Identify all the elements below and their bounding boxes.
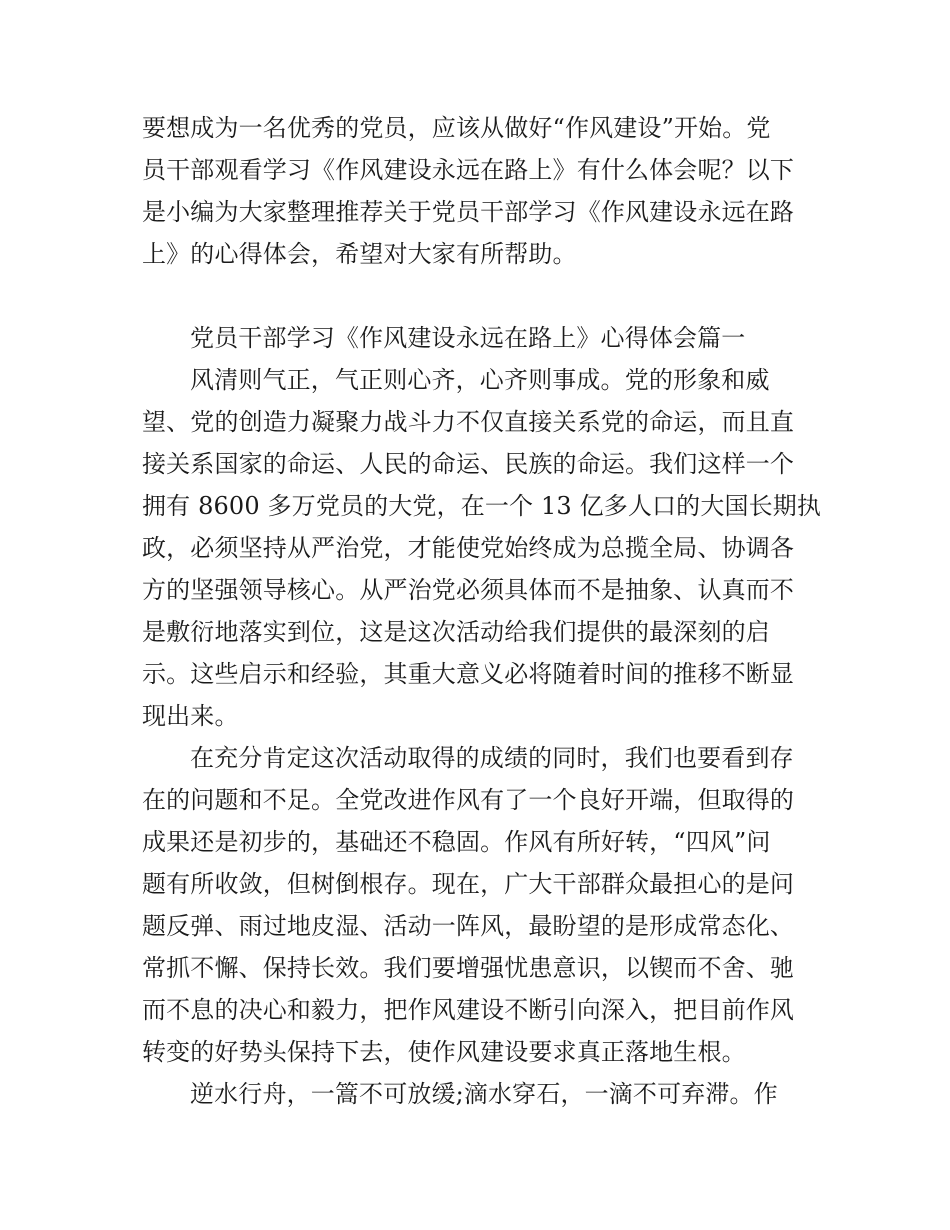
paragraph-line: 题有所收敛，但树倒根存。现在，广大干部群众最担心的是问 xyxy=(142,870,795,898)
paragraph-line: 在充分肯定这次活动取得的成绩的同时，我们也要看到存 xyxy=(190,744,794,772)
paragraph-line: 转变的好势头保持下去，使作风建设要求真正落地生根。 xyxy=(142,1038,746,1066)
paragraph-line: 在的问题和不足。全党改进作风有了一个良好开端，但取得的 xyxy=(142,786,795,814)
section-title: 党员干部学习《作风建设永远在路上》心得体会篇一 xyxy=(190,324,746,352)
intro-line: 要想成为一名优秀的党员，应该从做好“作风建设”开始。党 xyxy=(142,114,771,142)
paragraph-line: 接关系国家的命运、人民的命运、民族的命运。我们这样一个 xyxy=(142,450,795,478)
paragraph-line: 而不息的决心和毅力，把作风建设不断引向深入，把目前作风 xyxy=(142,996,795,1024)
paragraph-line: 现出来。 xyxy=(142,702,239,730)
paragraph-line: 常抓不懈、保持长效。我们要增强忧患意识，以锲而不舍、驰 xyxy=(142,954,795,982)
paragraph-line: 逆水行舟，一篙不可放缓;滴水穿石，一滴不可弃滞。作 xyxy=(190,1080,778,1108)
paragraph-line: 题反弹、雨过地皮湿、活动一阵风，最盼望的是形成常态化、 xyxy=(142,912,795,940)
paragraph-line: 风清则气正，气正则心齐，心齐则事成。党的形象和威 xyxy=(190,366,770,394)
paragraph-line: 政，必须坚持从严治党，才能使党始终成为总揽全局、协调各 xyxy=(142,534,795,562)
paragraph-line: 成果还是初步的，基础还不稳固。作风有所好转，“四风”问 xyxy=(142,828,771,856)
intro-line: 员干部观看学习《作风建设永远在路上》有什么体会呢？以下 xyxy=(142,156,795,184)
intro-line: 上》的心得体会，希望对大家有所帮助。 xyxy=(142,240,577,268)
intro-line: 是小编为大家整理推荐关于党员干部学习《作风建设永远在路 xyxy=(142,198,795,226)
paragraph-line: 是敷衍地落实到位，这是这次活动给我们提供的最深刻的启 xyxy=(142,618,770,646)
paragraph-line: 望、党的创造力凝聚力战斗力不仅直接关系党的命运，而且直 xyxy=(142,408,795,436)
paragraph-line: 方的坚强领导核心。从严治党必须具体而不是抽象、认真而不 xyxy=(142,576,795,604)
paragraph-line: 拥有 8600 多万党员的大党，在一个 13 亿多人口的大国长期执 xyxy=(142,492,822,520)
paragraph-line: 示。这些启示和经验，其重大意义必将随着时间的推移不断显 xyxy=(142,660,795,688)
